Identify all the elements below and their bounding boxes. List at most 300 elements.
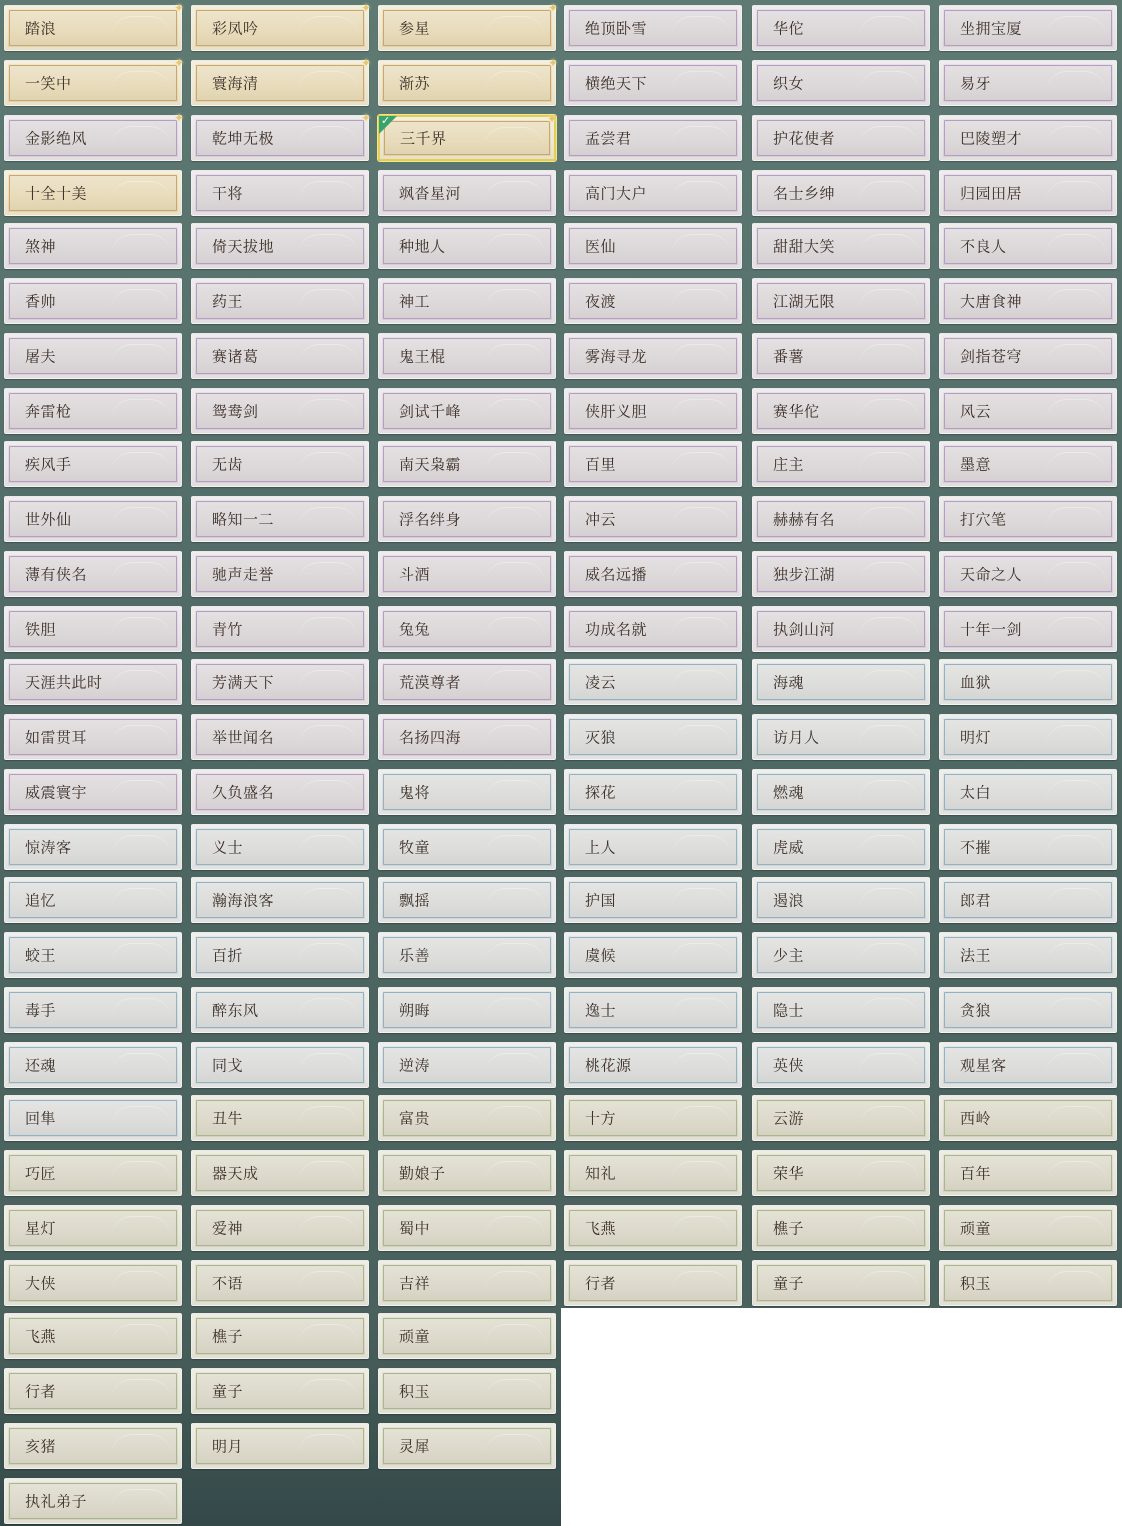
title-card[interactable] [191, 388, 369, 434]
title-label: 少主 [773, 946, 805, 965]
title-label: 彩凤吟 [212, 19, 259, 38]
title-label: 吉祥 [399, 1274, 431, 1293]
title-card[interactable] [564, 987, 742, 1033]
title-card-selected[interactable] [378, 112, 558, 161]
title-card[interactable] [564, 441, 742, 487]
corner-sparkle-icon: ✦ [547, 1, 559, 15]
title-card[interactable] [564, 606, 742, 652]
title-card[interactable] [4, 551, 182, 597]
title-card[interactable] [939, 1205, 1117, 1251]
title-card[interactable] [191, 987, 369, 1033]
title-card[interactable] [4, 56, 185, 106]
title-card[interactable] [939, 333, 1117, 379]
title-label: 威震寰宇 [25, 783, 88, 802]
title-label: 护国 [585, 891, 617, 910]
title-label: 百年 [960, 1164, 992, 1183]
title-label: 顽童 [960, 1219, 992, 1238]
title-card[interactable] [939, 170, 1117, 216]
title-label: 庄主 [773, 455, 805, 474]
title-card[interactable] [939, 1042, 1117, 1088]
title-card[interactable] [4, 496, 182, 542]
title-card[interactable] [752, 1260, 930, 1306]
title-label: 天命之人 [960, 565, 1023, 584]
title-card[interactable] [939, 606, 1117, 652]
title-label: 遏浪 [773, 891, 805, 910]
title-card[interactable] [564, 932, 742, 978]
title-card[interactable] [4, 877, 182, 923]
title-label: 南天枭霸 [399, 455, 462, 474]
title-label: 雾海寻龙 [585, 347, 648, 366]
title-card[interactable] [564, 223, 742, 269]
title-label: 云游 [773, 1109, 805, 1128]
title-card[interactable] [378, 170, 556, 216]
title-label: 煞神 [25, 237, 57, 256]
title-label: 星灯 [25, 1219, 57, 1238]
title-card[interactable] [191, 1368, 369, 1414]
title-label: 一笑中 [25, 74, 72, 93]
title-card[interactable] [378, 1423, 556, 1469]
title-label: 略知一二 [212, 510, 275, 529]
title-card[interactable] [378, 1042, 556, 1088]
title-label: 浮名绊身 [399, 510, 462, 529]
title-label: 童子 [773, 1274, 805, 1293]
title-label: 高门大户 [585, 184, 648, 203]
title-label: 鬼将 [399, 783, 431, 802]
title-card[interactable] [939, 932, 1117, 978]
title-card[interactable] [564, 278, 742, 324]
title-card[interactable] [564, 551, 742, 597]
title-card[interactable] [191, 769, 369, 815]
title-label: 功成名就 [585, 620, 648, 639]
title-card[interactable] [4, 223, 182, 269]
title-label: 干将 [212, 184, 244, 203]
title-card[interactable] [939, 769, 1117, 815]
title-label: 勤娘子 [399, 1164, 446, 1183]
title-label: 剑试千峰 [399, 402, 462, 421]
title-card[interactable] [191, 278, 369, 324]
title-label: 坐拥宝厦 [960, 19, 1023, 38]
title-card[interactable] [4, 333, 182, 379]
title-label: 积玉 [960, 1274, 992, 1293]
title-card[interactable] [378, 1368, 556, 1414]
title-label: 还魂 [25, 1056, 57, 1075]
title-card[interactable] [564, 1205, 742, 1251]
title-label: 虎威 [773, 838, 805, 857]
title-card[interactable] [191, 551, 369, 597]
title-card[interactable] [939, 115, 1117, 161]
title-card[interactable] [752, 223, 930, 269]
title-card[interactable] [4, 111, 185, 161]
title-card[interactable] [752, 115, 930, 161]
title-card[interactable] [564, 659, 742, 705]
title-label: 久负盛名 [212, 783, 275, 802]
title-label: 剑指苍穹 [960, 347, 1023, 366]
title-card[interactable] [4, 714, 182, 760]
title-card[interactable] [939, 714, 1117, 760]
title-label: 逸士 [585, 1001, 617, 1020]
title-card[interactable] [191, 932, 369, 978]
title-card[interactable] [4, 1095, 182, 1141]
title-card[interactable] [752, 170, 930, 216]
title-card[interactable] [191, 1260, 369, 1306]
title-label: 横绝天下 [585, 74, 648, 93]
title-card[interactable] [939, 441, 1117, 487]
title-label: 墨意 [960, 455, 992, 474]
title-card[interactable] [378, 877, 556, 923]
corner-sparkle-icon: ✦ [173, 56, 185, 70]
title-label: 逆涛 [399, 1056, 431, 1075]
title-label: 巴陵塑才 [960, 129, 1023, 148]
corner-sparkle-icon: ✦ [173, 1, 185, 15]
title-label: 鸳鸯剑 [212, 402, 259, 421]
title-card[interactable] [939, 5, 1117, 51]
title-label: 亥猪 [25, 1437, 57, 1456]
title-label: 如雷贯耳 [25, 728, 88, 747]
title-label: 飒沓星河 [399, 184, 462, 203]
title-card[interactable] [939, 824, 1117, 870]
title-card[interactable] [378, 441, 556, 487]
title-card[interactable] [191, 333, 369, 379]
title-card[interactable] [378, 223, 556, 269]
title-label: 法王 [960, 946, 992, 965]
title-card[interactable] [378, 606, 556, 652]
title-card[interactable] [4, 1313, 182, 1359]
title-label: 药王 [212, 292, 244, 311]
title-card[interactable] [4, 441, 182, 487]
title-card[interactable] [564, 333, 742, 379]
title-label: 不语 [212, 1274, 244, 1293]
title-label: 铁胆 [25, 620, 57, 639]
title-card[interactable] [4, 1423, 182, 1469]
title-label: 桃花源 [585, 1056, 632, 1075]
title-label: 鬼王棍 [399, 347, 446, 366]
title-card[interactable] [191, 1150, 369, 1196]
title-label: 神工 [399, 292, 431, 311]
title-label: 屠夫 [25, 347, 57, 366]
title-label: 不良人 [960, 237, 1007, 256]
title-label: 追忆 [25, 891, 57, 910]
title-label: 樵子 [773, 1219, 805, 1238]
title-card[interactable] [752, 877, 930, 923]
title-label: 无齿 [212, 455, 244, 474]
title-card[interactable] [939, 987, 1117, 1033]
title-card[interactable] [752, 1095, 930, 1141]
title-label: 隐士 [773, 1001, 805, 1020]
title-card[interactable] [378, 333, 556, 379]
title-label: 甜甜大笑 [773, 237, 836, 256]
title-label: 番薯 [773, 347, 805, 366]
title-label: 三千界 [400, 129, 447, 148]
title-label: 渐苏 [399, 74, 431, 93]
title-label: 灵犀 [399, 1437, 431, 1456]
title-card[interactable] [191, 1205, 369, 1251]
title-label: 织女 [773, 74, 805, 93]
title-label: 丑牛 [212, 1109, 244, 1128]
title-card[interactable] [939, 659, 1117, 705]
title-label: 爱神 [212, 1219, 244, 1238]
title-card[interactable] [191, 496, 369, 542]
title-label: 执剑山河 [773, 620, 836, 639]
title-label: 行者 [25, 1382, 57, 1401]
title-label: 天涯共此时 [25, 673, 103, 692]
title-label: 蜀中 [399, 1219, 431, 1238]
title-card[interactable] [752, 388, 930, 434]
title-label: 虞候 [585, 946, 617, 965]
title-card[interactable] [564, 1150, 742, 1196]
title-label: 飞燕 [25, 1327, 57, 1346]
title-card[interactable] [191, 170, 369, 216]
title-card[interactable] [378, 987, 556, 1033]
title-label: 器天成 [212, 1164, 259, 1183]
title-label: 醉东风 [212, 1001, 259, 1020]
title-card[interactable] [4, 824, 182, 870]
title-label: 大侠 [25, 1274, 57, 1293]
title-card[interactable] [4, 1260, 182, 1306]
title-card[interactable] [752, 278, 930, 324]
title-card[interactable] [378, 1, 559, 51]
title-label: 倚天拔地 [212, 237, 275, 256]
title-card[interactable] [939, 278, 1117, 324]
title-card[interactable] [378, 1205, 556, 1251]
title-label: 种地人 [399, 237, 446, 256]
title-label: 樵子 [212, 1327, 244, 1346]
title-card[interactable] [4, 278, 182, 324]
title-label: 朔晦 [399, 1001, 431, 1020]
title-label: 踏浪 [25, 19, 57, 38]
checkmark-icon: ✓ [381, 114, 391, 127]
title-card[interactable] [191, 877, 369, 923]
title-card[interactable] [4, 1478, 182, 1524]
title-label: 薄有侠名 [25, 565, 88, 584]
title-label: 绝顶卧雪 [585, 19, 648, 38]
title-card[interactable] [4, 932, 182, 978]
title-card[interactable] [191, 1423, 369, 1469]
title-label: 观星客 [960, 1056, 1007, 1075]
title-label: 易牙 [960, 74, 992, 93]
title-label: 血狱 [960, 673, 992, 692]
title-card[interactable] [564, 824, 742, 870]
title-card[interactable] [4, 1, 185, 51]
title-card[interactable] [752, 932, 930, 978]
title-label: 赫赫有名 [773, 510, 836, 529]
title-label: 英侠 [773, 1056, 805, 1075]
title-card[interactable] [4, 606, 182, 652]
title-label: 太白 [960, 783, 992, 802]
title-label: 驰声走誉 [212, 565, 275, 584]
title-card[interactable] [378, 769, 556, 815]
title-card[interactable] [752, 60, 930, 106]
title-label: 奔雷枪 [25, 402, 72, 421]
title-label: 荒漠尊者 [399, 673, 462, 692]
title-card[interactable] [752, 606, 930, 652]
title-label: 探花 [585, 783, 617, 802]
title-card[interactable] [191, 441, 369, 487]
title-label: 冲云 [585, 510, 617, 529]
title-label: 郎君 [960, 891, 992, 910]
title-label: 护花使者 [773, 129, 836, 148]
title-card[interactable] [939, 1095, 1117, 1141]
title-label: 执礼弟子 [25, 1492, 88, 1511]
title-label: 灭狼 [585, 728, 617, 747]
title-label: 西岭 [960, 1109, 992, 1128]
title-card[interactable] [564, 388, 742, 434]
corner-sparkle-icon: ✦ [173, 111, 185, 125]
title-card[interactable] [4, 769, 182, 815]
title-card[interactable] [378, 56, 559, 106]
title-card[interactable] [939, 551, 1117, 597]
title-card[interactable] [378, 278, 556, 324]
title-card[interactable] [564, 170, 742, 216]
title-card[interactable] [191, 659, 369, 705]
title-card[interactable] [191, 56, 372, 106]
title-card[interactable] [378, 1095, 556, 1141]
title-card[interactable] [4, 1205, 182, 1251]
title-card[interactable] [752, 659, 930, 705]
title-card[interactable] [564, 115, 742, 161]
title-card[interactable] [191, 223, 369, 269]
title-card[interactable] [939, 1150, 1117, 1196]
title-label: 海魂 [773, 673, 805, 692]
title-card[interactable] [378, 714, 556, 760]
title-card[interactable] [378, 388, 556, 434]
title-card[interactable] [564, 1095, 742, 1141]
title-label: 乾坤无极 [212, 129, 275, 148]
title-label: 同戈 [212, 1056, 244, 1075]
corner-sparkle-icon: ✦ [547, 56, 559, 70]
title-label: 荣华 [773, 1164, 805, 1183]
title-card[interactable] [378, 824, 556, 870]
title-card[interactable] [564, 1260, 742, 1306]
title-card[interactable] [4, 170, 182, 216]
title-card[interactable] [939, 1260, 1117, 1306]
title-card[interactable] [4, 987, 182, 1033]
title-label: 毒手 [25, 1001, 57, 1020]
title-label: 十全十美 [25, 184, 88, 203]
title-card[interactable] [378, 932, 556, 978]
corner-sparkle-icon: ✦ [546, 112, 558, 126]
title-card[interactable] [752, 333, 930, 379]
title-label: 义士 [212, 838, 244, 857]
title-card[interactable] [752, 441, 930, 487]
title-card[interactable] [564, 1042, 742, 1088]
title-label: 童子 [212, 1382, 244, 1401]
title-card[interactable] [752, 496, 930, 542]
title-card[interactable] [4, 1042, 182, 1088]
title-card[interactable] [752, 987, 930, 1033]
corner-sparkle-icon: ✦ [360, 56, 372, 70]
title-card[interactable] [752, 824, 930, 870]
title-card[interactable] [564, 877, 742, 923]
title-card[interactable] [939, 388, 1117, 434]
title-card[interactable] [378, 496, 556, 542]
title-card[interactable] [4, 388, 182, 434]
title-card[interactable] [191, 824, 369, 870]
title-label: 名士乡绅 [773, 184, 836, 203]
title-card[interactable] [4, 659, 182, 705]
title-card[interactable] [752, 769, 930, 815]
title-label: 芳满天下 [212, 673, 275, 692]
title-label: 医仙 [585, 237, 617, 256]
title-card[interactable] [378, 659, 556, 705]
title-card[interactable] [939, 60, 1117, 106]
title-card[interactable] [191, 111, 372, 161]
title-label: 巧匠 [25, 1164, 57, 1183]
title-label: 富贵 [399, 1109, 431, 1128]
title-card[interactable] [939, 496, 1117, 542]
title-card[interactable] [4, 1368, 182, 1414]
title-card[interactable] [564, 60, 742, 106]
title-label: 飞燕 [585, 1219, 617, 1238]
title-card[interactable] [191, 714, 369, 760]
title-label: 顽童 [399, 1327, 431, 1346]
title-label: 参星 [399, 19, 431, 38]
title-label: 知礼 [585, 1164, 617, 1183]
title-label: 明灯 [960, 728, 992, 747]
title-card[interactable] [752, 1205, 930, 1251]
title-card[interactable] [564, 5, 742, 51]
title-card[interactable] [378, 1150, 556, 1196]
title-card[interactable] [752, 5, 930, 51]
title-label: 百折 [212, 946, 244, 965]
title-card[interactable] [564, 714, 742, 760]
title-label: 凌云 [585, 673, 617, 692]
title-label: 世外仙 [25, 510, 72, 529]
title-card[interactable] [191, 1042, 369, 1088]
title-card[interactable] [191, 606, 369, 652]
title-label: 独步江湖 [773, 565, 836, 584]
title-card[interactable] [939, 877, 1117, 923]
title-label: 兔兔 [399, 620, 431, 639]
title-card[interactable] [191, 1313, 369, 1359]
title-label: 寰海清 [212, 74, 259, 93]
title-card[interactable] [752, 551, 930, 597]
title-card[interactable] [378, 1313, 556, 1359]
title-card[interactable] [752, 1150, 930, 1196]
title-card[interactable] [191, 1, 372, 51]
title-card[interactable] [4, 1150, 182, 1196]
title-label: 积玉 [399, 1382, 431, 1401]
title-label: 惊涛客 [25, 838, 72, 857]
title-label: 行者 [585, 1274, 617, 1293]
title-card[interactable] [752, 714, 930, 760]
title-label: 访月人 [773, 728, 820, 747]
title-label: 夜渡 [585, 292, 617, 311]
title-label: 威名远播 [585, 565, 648, 584]
title-card[interactable] [378, 1260, 556, 1306]
title-label: 瀚海浪客 [212, 891, 275, 910]
title-label: 香帅 [25, 292, 57, 311]
corner-sparkle-icon: ✦ [360, 111, 372, 125]
title-label: 明月 [212, 1437, 244, 1456]
title-card[interactable] [752, 1042, 930, 1088]
title-card[interactable] [939, 223, 1117, 269]
title-label: 侠肝义胆 [585, 402, 648, 421]
title-label: 大唐食神 [960, 292, 1023, 311]
title-card[interactable] [564, 769, 742, 815]
title-label: 十方 [585, 1109, 617, 1128]
title-label: 回隼 [25, 1109, 57, 1128]
title-label: 打穴笔 [960, 510, 1007, 529]
title-card[interactable] [191, 1095, 369, 1141]
title-label: 不摧 [960, 838, 992, 857]
title-label: 孟尝君 [585, 129, 632, 148]
title-label: 归园田居 [960, 184, 1023, 203]
title-card[interactable] [378, 551, 556, 597]
title-card[interactable] [564, 496, 742, 542]
title-label: 乐善 [399, 946, 431, 965]
title-label: 蛟王 [25, 946, 57, 965]
title-label: 金影绝风 [25, 129, 88, 148]
